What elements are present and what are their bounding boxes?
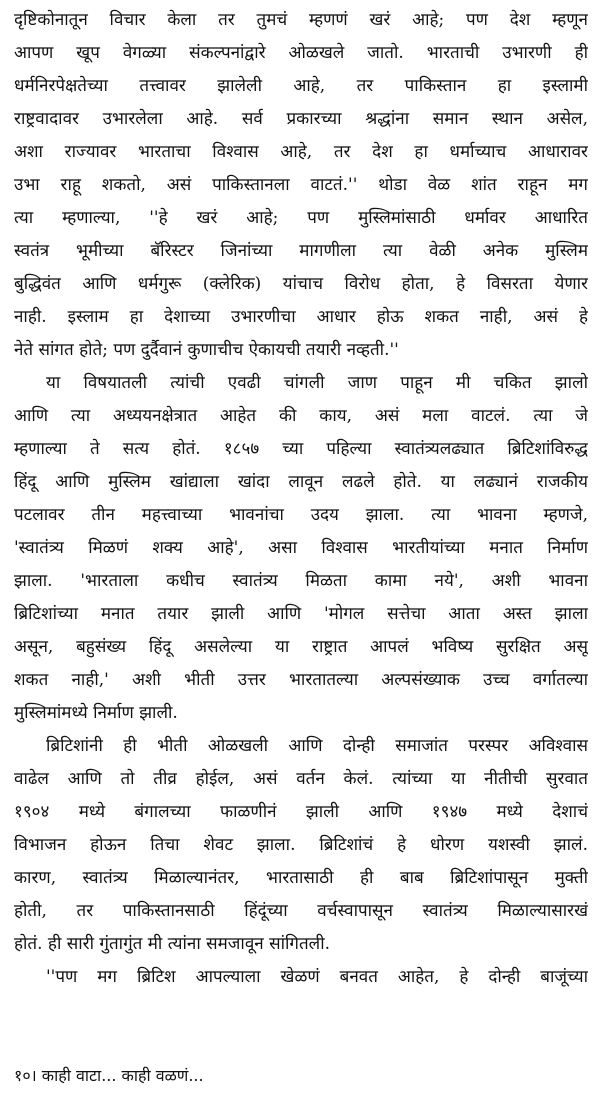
page-footer: १०। काही वाटा... काही वळणं... (14, 1066, 204, 1085)
text-line: या विषयातली त्यांची एवढी चांगली जाण पाहून मी चकित झालो (46, 373, 588, 393)
text-line: बुद्धिवंत आणि धर्मगुरू (क्लेरिक) यांचाच विरोध होता, हे विसरता येणार (14, 274, 588, 294)
text-line: आपण खूप वेगळ्या संकल्पनांद्वारे ओळखले जातो. भारताची उभारणी ही (14, 43, 588, 63)
text-line: होतं. ही सारी गुंतागुंत मी त्यांना समजावून सांगितली. (14, 934, 331, 954)
text-line: दृष्टिकोनातून विचार केला तर तुमचं म्हणणं खरं आहे; पण देश म्हणून (14, 10, 588, 30)
text-line: पटलावर तीन महत्त्वाच्या भावनांचा उदय झाला. त्या भावना म्हणजे, (14, 505, 588, 525)
text-line: त्या म्हणाल्या, ''हे खरं आहे; पण मुस्लिमांसाठी धर्मावर आधारित (14, 208, 588, 228)
text-line: म्हणाल्या ते सत्य होतं. १८५७ च्या पहिल्या स्वातंत्र्यलढ्यात ब्रिटिशांविरुद्ध (14, 439, 588, 459)
text-line: स्वतंत्र भूमीच्या बॅरिस्टर जिनांच्या मागणीला त्या वेळी अनेक मुस्लिम (14, 241, 588, 261)
book-page (14, 0, 588, 1104)
text-line: 'स्वातंत्र्य मिळणं शक्य आहे', असा विश्वास भारतीयांच्या मनात निर्माण (14, 538, 588, 558)
text-line: असून, बहुसंख्य हिंदू असलेल्या या राष्ट्रात आपलं भविष्य सुरक्षित असू (14, 637, 588, 657)
text-line: धर्मनिरपेक्षतेच्या तत्त्वावर झालेली आहे, तर पाकिस्तान हा इस्लामी (14, 76, 588, 96)
text-line: कारण, स्वातंत्र्य मिळाल्यानंतर, भारतासाठी ही बाब ब्रिटिशांपासून मुक्ती (14, 868, 588, 888)
text-line: आणि त्या अध्ययनक्षेत्रात आहेत की काय, असं मला वाटलं. त्या जे (14, 406, 588, 426)
text-line: शकत नाही,' अशी भीती उत्तर भारतातल्या अल्पसंख्याक उच्च वर्गातल्या (14, 670, 588, 690)
body-text (14, 4, 588, 994)
text-line: वाढेल आणि तो तीव्र होईल, असं वर्तन केलं. त्यांच्या या नीतीची सुरवात (14, 769, 588, 789)
text-line: विभाजन होऊन तिचा शेवट झाला. ब्रिटिशांचं हे धोरण यशस्वी झालं. (14, 835, 588, 855)
text-line: ब्रिटिशांनी ही भीती ओळखली आणि दोन्ही समाजांत परस्पर अविश्वास (46, 736, 588, 756)
text-line: नाही. इस्लाम हा देशाच्या उभारणीचा आधार होऊ शकत नाही, असं हे (14, 307, 588, 327)
text-line: मुस्लिमांमध्ये निर्माण झाली. (14, 703, 178, 723)
text-line: हिंदू आणि मुस्लिम खांद्याला खांदा लावून लढले होते. या लढ्यानं राजकीय (14, 472, 588, 492)
text-line: उभा राहू शकतो, असं पाकिस्तानला वाटतं.'' थोडा वेळ शांत राहून मग (14, 175, 588, 195)
text-line: झाला. 'भारताला कधीच स्वातंत्र्य मिळता कामा नये', अशी भावना (14, 571, 588, 591)
text-line: होती, तर पाकिस्तानसाठी हिंदूंच्या वर्चस्वापासून स्वातंत्र्य मिळाल्यासारखं (14, 901, 588, 921)
text-line: नेते सांगत होते; पण दुर्दैवानं कुणाचीच ऐकायची तयारी नव्हती.'' (14, 340, 399, 360)
text-line: ब्रिटिशांच्या मनात तयार झाली आणि 'मोगल सत्तेचा आता अस्त झाला (14, 604, 588, 624)
text-line: ''पण मग ब्रिटिश आपल्याला खेळणं बनवत आहेत, हे दोन्ही बाजूंच्या (46, 967, 588, 987)
text-line: अशा राज्यावर भारताचा विश्वास आहे, तर देश हा धर्माच्याच आधारावर (14, 142, 588, 162)
text-line: राष्ट्रवादावर उभारलेला आहे. सर्व प्रकारच्या श्रद्धांना समान स्थान असेल, (14, 109, 588, 129)
text-line: १९०४ मध्ये बंगालच्या फाळणीनं झाली आणि १९४७ मध्ये देशाचं (14, 802, 588, 822)
